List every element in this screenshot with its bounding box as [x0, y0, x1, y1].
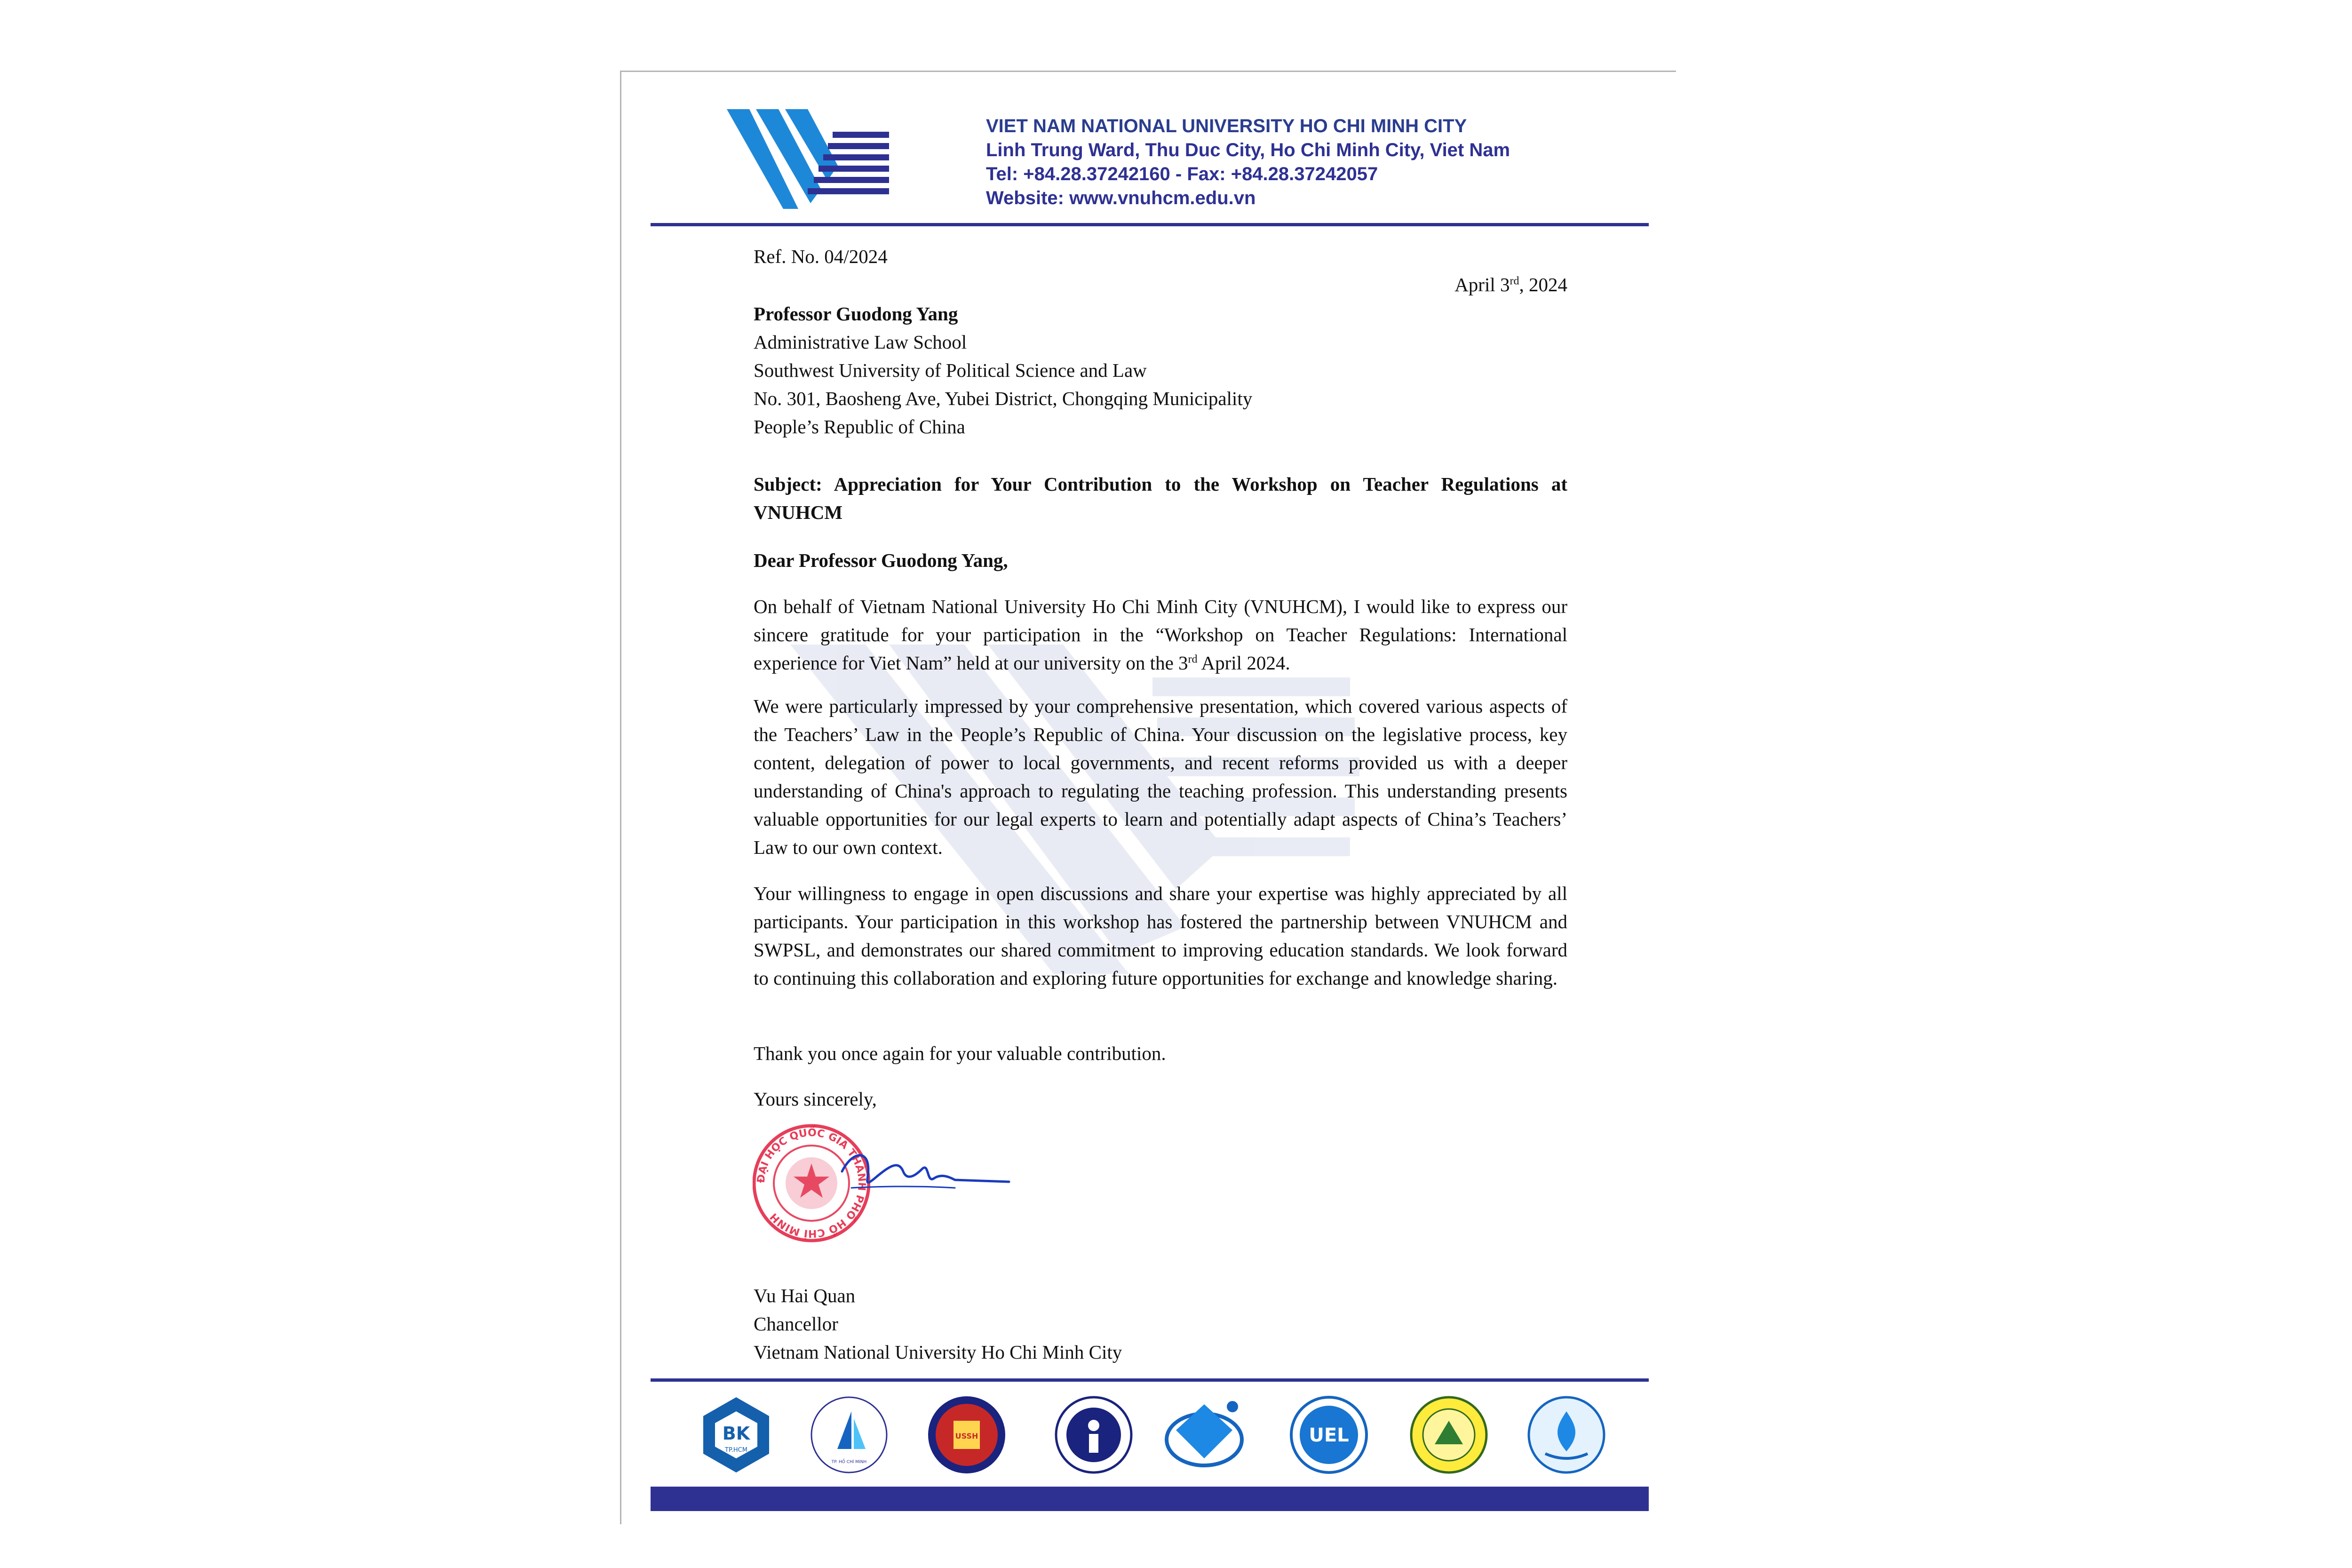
paragraph-4: Thank you once again for your valuable contribution. — [754, 1043, 1166, 1064]
svg-text:TP. HỒ CHÍ MINH: TP. HỒ CHÍ MINH — [831, 1460, 867, 1465]
stamp-text: ĐẠI HỌC QUỐC GIA THÀNH PHỐ HỒ CHÍ MINH — [755, 1127, 868, 1240]
agu-logo-icon — [1406, 1393, 1491, 1477]
salutation: Dear Professor Guodong Yang, — [754, 549, 1008, 571]
ussh-logo-icon — [924, 1393, 1009, 1477]
recipient-name: Professor Guodong Yang — [754, 303, 958, 325]
uit-logo-icon — [1162, 1393, 1247, 1477]
bk-logo-icon — [694, 1393, 779, 1477]
letterhead-university: VIET NAM NATIONAL UNIVERSITY HO CHI MINH CITY — [986, 116, 1467, 136]
svg-text:UEL: UEL — [1309, 1425, 1349, 1446]
recipient-line: People’s Republic of China — [754, 416, 965, 438]
letterhead-address: Linh Trung Ward, Thu Duc City, Ho Chi Minh City, Viet Nam — [986, 140, 1510, 160]
signature-icon — [833, 1143, 1011, 1214]
svg-text:TP.HCM: TP.HCM — [725, 1447, 747, 1454]
footer-divider — [651, 1378, 1649, 1382]
letter-date: April 3rd, 2024 — [1454, 274, 1567, 295]
svg-text:BK: BK — [722, 1423, 750, 1444]
letterhead-contact: Tel: +84.28.37242160 - Fax: +84.28.37242057 — [986, 164, 1378, 184]
footer-bar — [651, 1487, 1649, 1511]
reference-number: Ref. No. 04/2024 — [754, 246, 888, 267]
subject-line: Subject: Appreciation for Your Contribution to the Workshop on Teacher Regulations at VNUHCM — [754, 473, 1567, 523]
recipient-line: Southwest University of Political Science and Law — [754, 359, 1147, 381]
svg-text:USSH: USSH — [955, 1432, 978, 1441]
vnuhcm-logo-icon — [727, 109, 889, 210]
paragraph-1: On behalf of Vietnam National University Ho Chi Minh City (VNUHCM), I would like to express our sincere gratitude for your participation in the “Workshop on Teacher Regulations: International experience for Viet Nam” held at our university on the 3rd April 2024. — [754, 596, 1567, 674]
letterhead-website: Website: www.vnuhcm.edu.vn — [986, 188, 1256, 208]
paragraph-2: We were particularly impressed by your comprehensive presentation, which covered various aspects of the Teachers’ Law in the People’s Republic of China. Your discussion on the legislative process, key content, delegation of power to local governments, and recent reforms provided us with a deeper understanding of China's approach to regulating the teaching profession. This understanding presents valuable opportunities for our legal experts to learn and potentially adapt aspects of China’s Teachers’ Law to our own context. — [754, 695, 1567, 858]
signatory-organization: Vietnam National University Ho Chi Minh City — [754, 1341, 1122, 1363]
signatory-name: Vu Hai Quan — [754, 1285, 856, 1306]
header-divider — [651, 223, 1649, 226]
uel-logo-icon — [1287, 1393, 1371, 1477]
letterhead — [986, 114, 1597, 210]
closing: Yours sincerely, — [754, 1088, 877, 1110]
international-university-logo-icon — [1051, 1393, 1136, 1477]
science-university-logo-icon — [807, 1393, 891, 1477]
paragraph-3: Your willingness to engage in open discussions and share your expertise was highly appreciated by all participants. Your participation in this workshop has fostered the partnership between VNUHCM and SWPSL, and demonstrates our shared commitment to improving education standards. We look forward to continuing this collaboration and exploring future opportunities for exchange and knowledge sharing. — [754, 883, 1567, 989]
recipient-line: No. 301, Baosheng Ave, Yubei District, Chongqing Municipality — [754, 388, 1253, 409]
signatory-title: Chancellor — [754, 1313, 838, 1335]
recipient-line: Administrative Law School — [754, 331, 967, 353]
health-sciences-logo-icon — [1524, 1393, 1609, 1477]
